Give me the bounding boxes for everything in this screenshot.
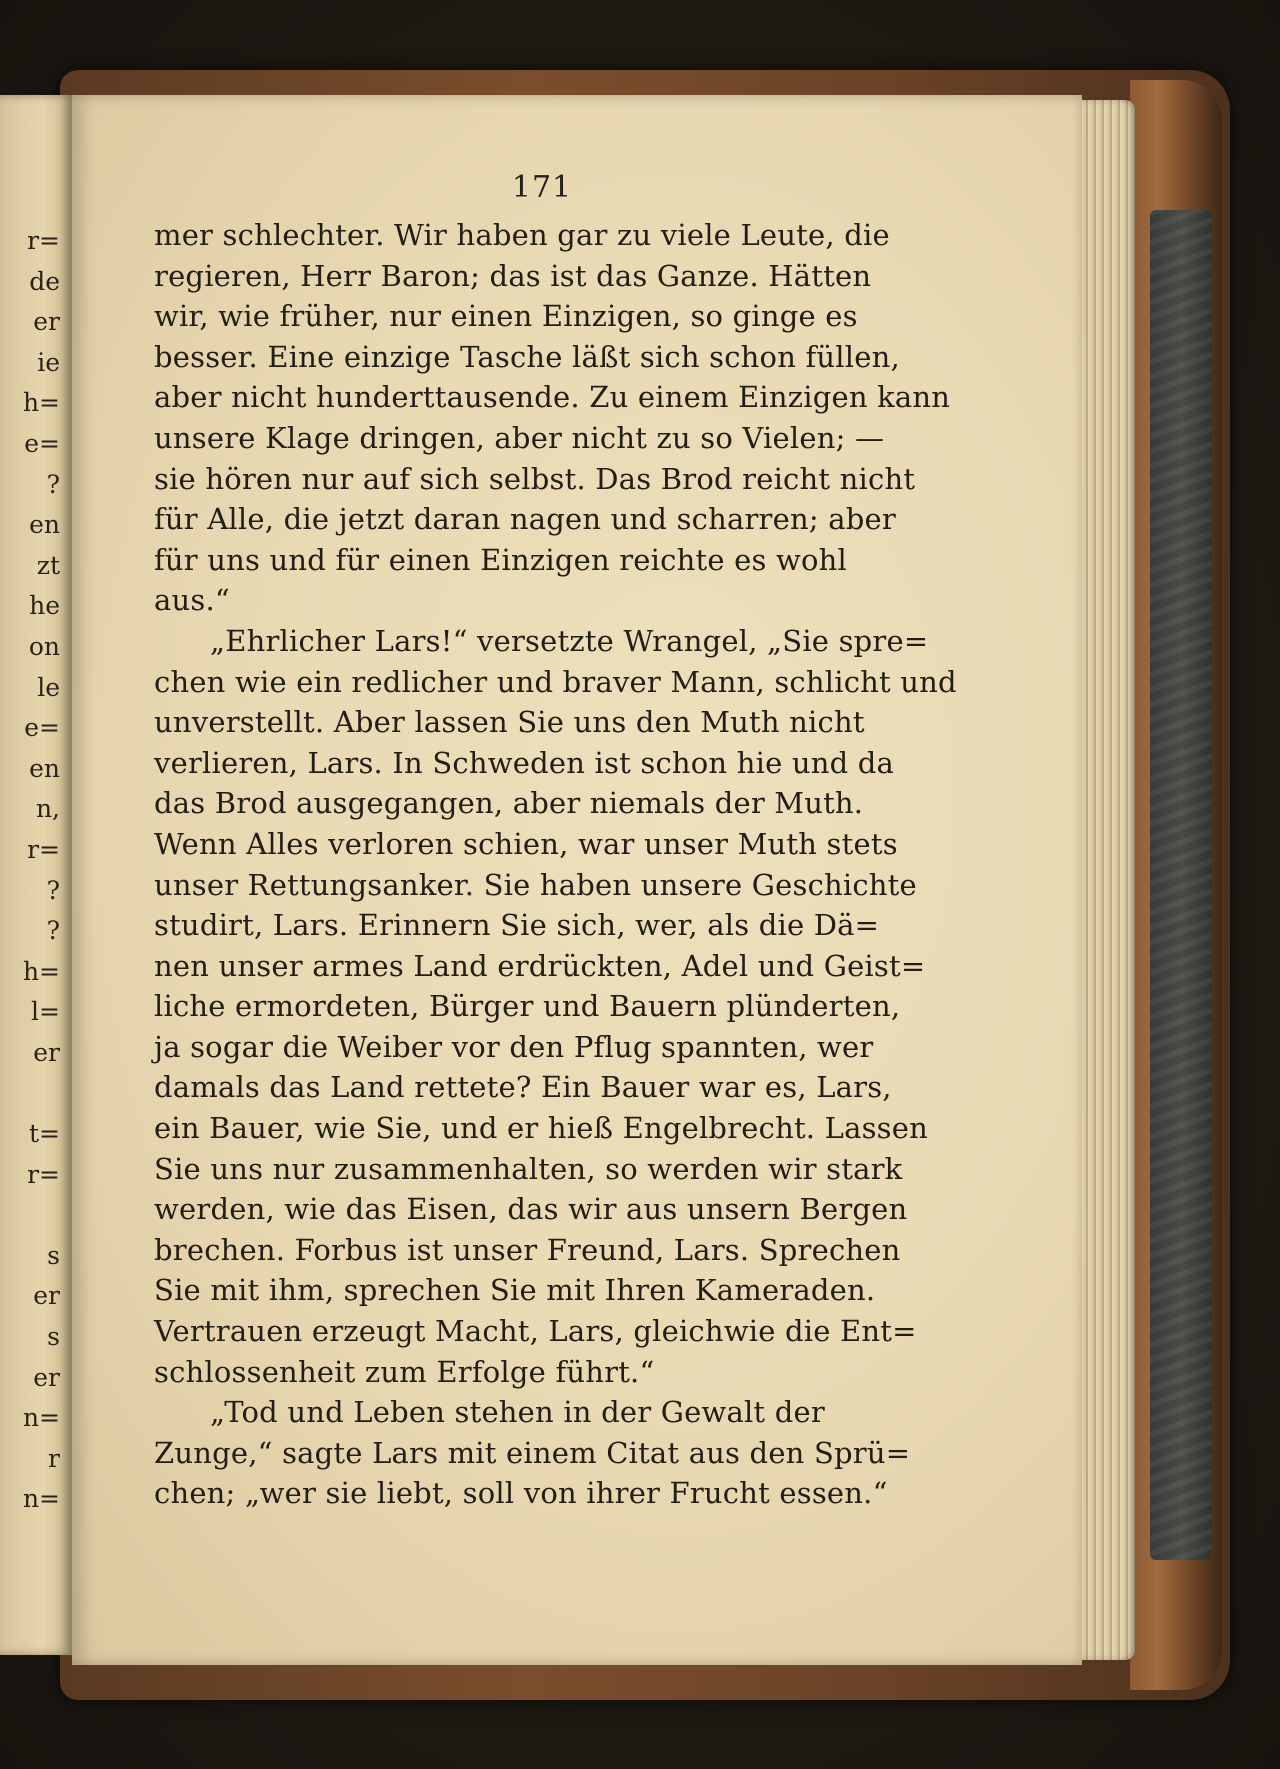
text-line: sie hören nur auf sich selbst. Das Brod reicht nicht xyxy=(154,461,916,496)
previous-page-fragment: er xyxy=(33,307,60,337)
previous-page-fragment: ? xyxy=(46,469,60,499)
text-line: für uns und für einen Einzigen reichte es wohl xyxy=(154,542,847,577)
previous-page-fragment: r= xyxy=(27,834,60,864)
text-line: studirt, Lars. Erinnern Sie sich, wer, als die Dä= xyxy=(154,908,880,943)
previous-page-fragment: s xyxy=(47,1240,60,1270)
previous-page-fragment: n, xyxy=(35,794,60,824)
text-line: „Tod und Leben stehen in der Gewalt der xyxy=(210,1395,825,1430)
previous-page-fragment: e= xyxy=(24,713,60,743)
text-line: unverstellt. Aber lassen Sie uns den Muth nicht xyxy=(154,705,865,740)
text-line: brechen. Forbus ist unser Freund, Lars. Sprechen xyxy=(154,1232,901,1267)
text-line: Sie mit ihm, sprechen Sie mit Ihren Kameraden. xyxy=(154,1273,876,1308)
text-line: werden, wie das Eisen, das wir aus unsern Bergen xyxy=(154,1192,908,1227)
previous-page-fragment: en xyxy=(29,753,60,783)
previous-page-fragment: he xyxy=(29,591,60,621)
text-line: regieren, Herr Baron; das ist das Ganze. Hätten xyxy=(154,258,872,293)
page-number: 171 xyxy=(511,170,573,205)
text-line: mer schlechter. Wir haben gar zu viele Leute, die xyxy=(154,218,890,252)
text-line: liche ermordeten, Bürger und Bauern plünderten, xyxy=(154,989,901,1024)
text-line: schlossenheit zum Erfolge führt.“ xyxy=(154,1354,655,1389)
text-line: Zunge,“ sagte Lars mit einem Citat aus den Sprü= xyxy=(154,1435,911,1470)
previous-page-fragment: le xyxy=(37,672,60,702)
previous-page-fragment: r= xyxy=(27,226,60,255)
previous-page-fragment: e= xyxy=(24,428,60,458)
text-line: Sie uns nur zusammenhalten, so werden wir stark xyxy=(154,1151,903,1186)
page-body-text xyxy=(154,215,1024,1514)
previous-page-fragment: er xyxy=(33,1037,60,1067)
text-line: damals das Land rettete? Ein Bauer war es, Lars, xyxy=(154,1070,892,1105)
previous-page-fragment: s xyxy=(47,1322,60,1352)
marbled-cover-panel xyxy=(1150,210,1212,1560)
previous-page-fragment: n= xyxy=(22,1484,60,1514)
previous-page-fragment: r xyxy=(48,1443,60,1473)
text-line: „Ehrlicher Lars!“ versetzte Wrangel, „Sie spre= xyxy=(210,623,929,658)
previous-page-fragment: h= xyxy=(22,388,60,418)
previous-page-fragment xyxy=(0,1195,66,1236)
previous-page-fragment: ? xyxy=(46,916,60,946)
text-line: nen unser armes Land erdrückten, Adel und Geist= xyxy=(154,948,926,983)
previous-page-fragment: t= xyxy=(29,1119,60,1149)
previous-page-fragment: ie xyxy=(37,347,60,377)
previous-page-text-fragments xyxy=(0,221,66,1520)
previous-page-fragment: on xyxy=(28,631,60,661)
text-line: Vertrauen erzeugt Macht, Lars, gleichwie die Ent= xyxy=(154,1314,917,1349)
previous-page-fragment: en xyxy=(29,510,60,540)
text-line: ja sogar die Weiber vor den Pflug spannten, wer xyxy=(154,1029,874,1064)
text-line: besser. Eine einzige Tasche läßt sich schon füllen, xyxy=(154,339,900,374)
text-line: unser Rettungsanker. Sie haben unsere Geschichte xyxy=(154,867,917,902)
text-line: aus.“ xyxy=(154,583,230,618)
text-line: Wenn Alles verloren schien, war unser Muth stets xyxy=(154,826,898,861)
text-line: verlieren, Lars. In Schweden ist schon hie und da xyxy=(154,745,895,780)
previous-page-fragment: r= xyxy=(27,1159,60,1189)
text-line: wir, wie früher, nur einen Einzigen, so ginge es xyxy=(154,299,858,334)
page-edges xyxy=(1075,100,1135,1660)
previous-page-fragment: n= xyxy=(22,1403,60,1433)
previous-page-fragment: er xyxy=(33,1362,60,1392)
text-line: das Brod ausgegangen, aber niemals der Muth. xyxy=(154,786,864,821)
text-line: unsere Klage dringen, aber nicht zu so Vielen; — xyxy=(154,420,885,455)
text-line: chen; „wer sie liebt, soll von ihrer Frucht essen.“ xyxy=(154,1476,888,1511)
previous-page-fragment xyxy=(0,1073,66,1114)
previous-page-fragment: er xyxy=(33,1281,60,1311)
text-line: für Alle, die jetzt daran nagen und scharren; aber xyxy=(154,502,896,537)
previous-page-fragment: h= xyxy=(22,956,60,986)
book-page xyxy=(72,95,1082,1665)
previous-page-fragment: l= xyxy=(31,997,60,1027)
text-line: ein Bauer, wie Sie, und er hieß Engelbrecht. Lassen xyxy=(154,1111,928,1146)
text-line: aber nicht hunderttausende. Zu einem Einzigen kann xyxy=(154,380,951,415)
previous-page-fragment: ? xyxy=(46,875,60,905)
previous-page-fragment: zt xyxy=(36,550,60,580)
text-line: chen wie ein redlicher und braver Mann, schlicht und xyxy=(154,664,957,699)
previous-page-fragment: de xyxy=(29,266,60,296)
previous-page-edge xyxy=(0,95,72,1655)
